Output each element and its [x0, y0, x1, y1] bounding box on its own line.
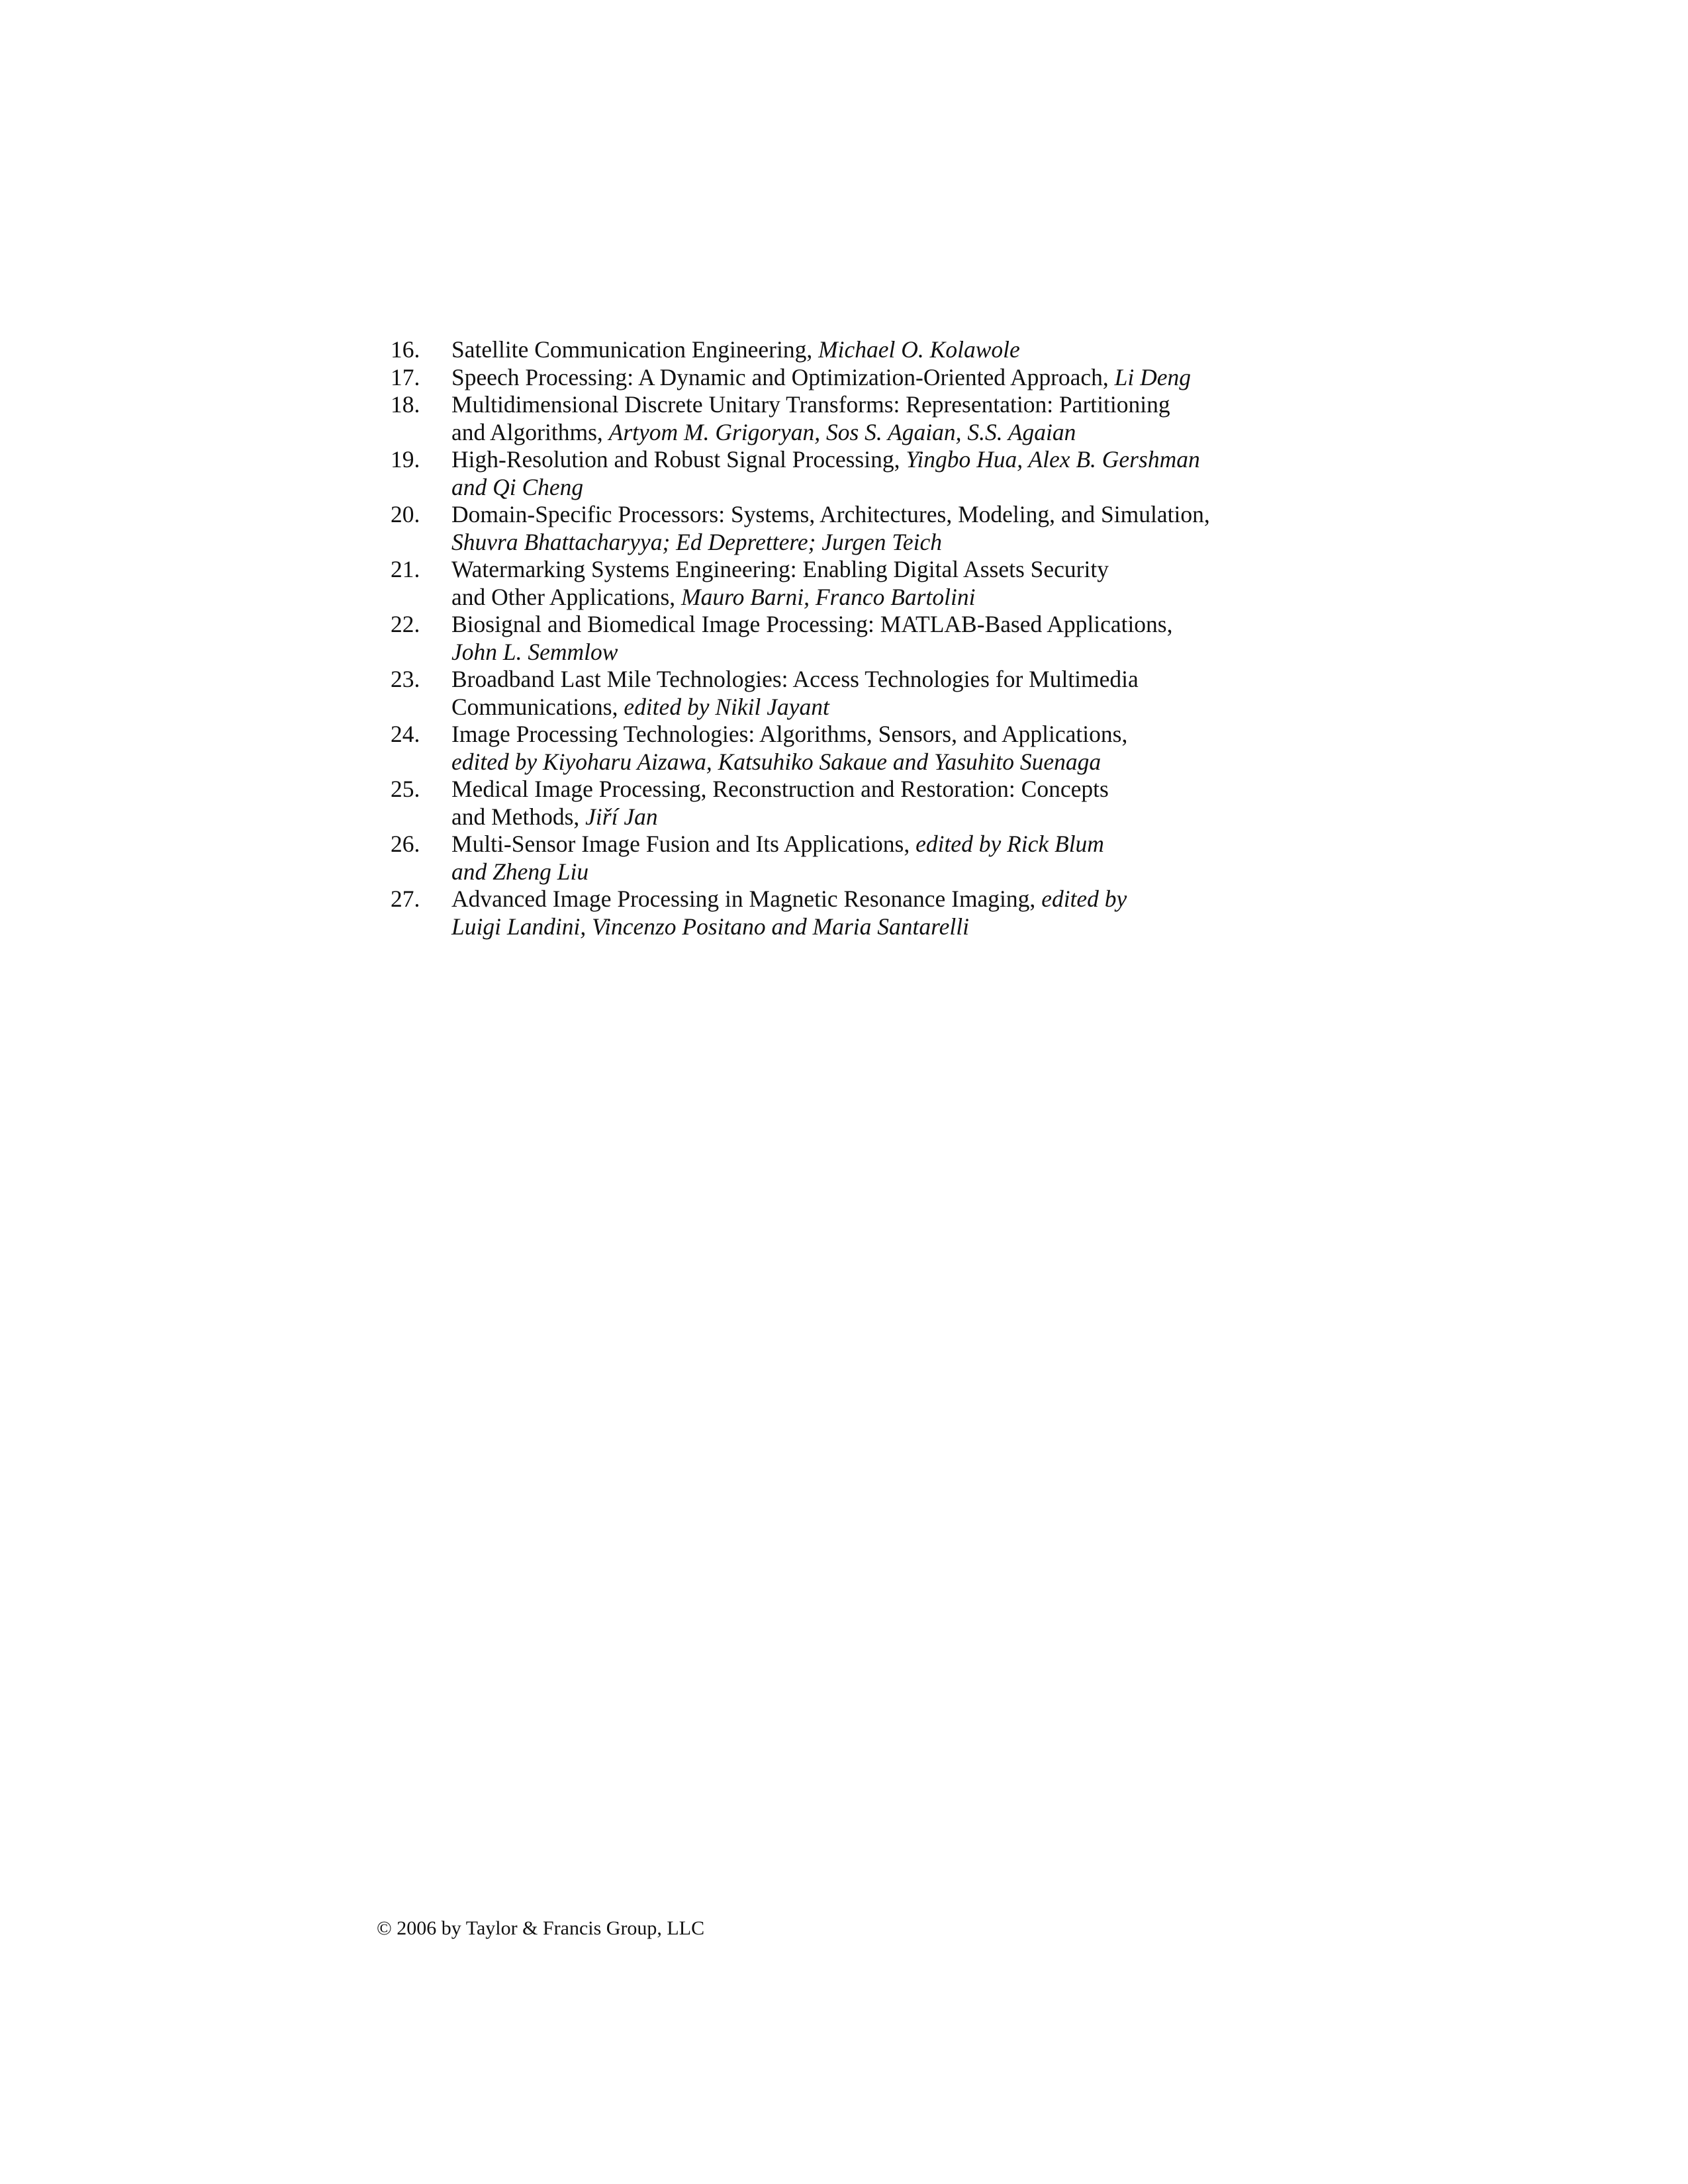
citation-line [451, 721, 1317, 749]
book-title: Medical Image Processing, Reconstruction and Restoration: Concepts [451, 776, 1109, 802]
citation-line [451, 666, 1317, 694]
author-names: Shuvra Bhattacharyya; Ed Deprettere; Jurgen Teich [451, 528, 943, 555]
citation-line [451, 858, 1317, 886]
author-names: John L. Semmlow [451, 638, 618, 665]
author-names: Artyom M. Grigoryan, Sos S. Agaian, S.S. Agaian [608, 418, 1076, 445]
entry-number: 22. [391, 611, 420, 637]
citation-line [451, 584, 1317, 612]
series-entry [391, 776, 1317, 831]
book-title: Multi-Sensor Image Fusion and Its Applications, [451, 831, 916, 857]
series-entry [391, 556, 1317, 611]
citation-line [451, 913, 1317, 941]
book-title: and Algorithms, [451, 418, 609, 445]
entry-number: 18. [391, 391, 420, 418]
entry-citation [451, 446, 1317, 501]
citation-line [451, 639, 1317, 666]
entry-citation [451, 501, 1317, 556]
author-names: Li Deng [1114, 363, 1192, 390]
book-title: Multidimensional Discrete Unitary Transforms: Representation: Partitioning [451, 391, 1170, 418]
entry-citation [451, 831, 1317, 886]
author-names: Mauro Barni, Franco Bartolini [681, 583, 976, 610]
entry-citation [451, 886, 1317, 940]
citation-line [451, 391, 1317, 419]
author-names: edited by Kiyoharu Aizawa, Katsuhiko Sakaue and Yasuhito Suenaga [451, 748, 1102, 775]
author-names: Jiří Jan [585, 803, 658, 830]
book-title: and Other Applications, [451, 583, 682, 610]
entry-number: 16. [391, 336, 420, 363]
series-entry [391, 611, 1317, 666]
series-entry [391, 501, 1317, 556]
citation-line [451, 749, 1317, 776]
citation-line [451, 419, 1317, 447]
entry-number: 27. [391, 886, 420, 912]
series-entry [391, 391, 1317, 446]
author-names: edited by Nikil Jayant [624, 693, 829, 720]
citation-line [451, 831, 1317, 858]
citation-line [451, 803, 1317, 831]
entry-citation [451, 391, 1317, 446]
series-entry [391, 886, 1317, 940]
citation-line [451, 446, 1317, 474]
book-title: High-Resolution and Robust Signal Processing, [451, 446, 906, 473]
book-title: Broadband Last Mile Technologies: Access Technologies for Multimedia [451, 666, 1139, 692]
book-title: Advanced Image Processing in Magnetic Resonance Imaging, [451, 886, 1042, 912]
entry-citation [451, 776, 1317, 831]
series-entry [391, 364, 1317, 392]
citation-line [451, 501, 1317, 529]
citation-line [451, 364, 1317, 392]
entry-citation [451, 666, 1317, 721]
book-title: and Methods, [451, 803, 586, 830]
author-names: Yingbo Hua, Alex B. Gershman [906, 446, 1200, 473]
book-title: Watermarking Systems Engineering: Enabling Digital Assets Security [451, 556, 1109, 582]
book-title: Biosignal and Biomedical Image Processing: MATLAB-Based Applications, [451, 611, 1173, 637]
series-entry [391, 831, 1317, 886]
citation-line [451, 474, 1317, 502]
entry-number: 17. [391, 363, 420, 390]
book-title: Domain-Specific Processors: Systems, Architectures, Modeling, and Simulation, [451, 501, 1210, 527]
author-names: and Qi Cheng [451, 473, 584, 500]
book-series-list [391, 336, 1317, 940]
entry-number: 19. [391, 446, 420, 473]
series-entry [391, 721, 1317, 776]
book-title: Image Processing Technologies: Algorithms, Sensors, and Applications, [451, 721, 1128, 747]
book-title: Communications, [451, 693, 624, 720]
entry-number: 20. [391, 501, 420, 527]
citation-line [451, 556, 1317, 584]
entry-citation [451, 556, 1317, 611]
entry-citation [451, 336, 1317, 364]
entry-number: 25. [391, 776, 420, 802]
author-names: edited by [1041, 886, 1127, 912]
citation-line [451, 694, 1317, 721]
entry-citation [451, 611, 1317, 666]
citation-line [451, 611, 1317, 639]
series-entry [391, 336, 1317, 364]
book-title: Satellite Communication Engineering, [451, 336, 819, 363]
entry-number: 23. [391, 666, 420, 692]
entry-citation [451, 721, 1317, 776]
series-entry [391, 666, 1317, 721]
author-names: and Zheng Liu [451, 858, 589, 885]
series-entry [391, 446, 1317, 501]
author-names: edited by Rick Blum [915, 831, 1104, 857]
author-names: Luigi Landini, Vincenzo Positano and Maria Santarelli [451, 913, 969, 940]
citation-line [451, 336, 1317, 364]
entry-number: 26. [391, 831, 420, 857]
entry-number: 21. [391, 556, 420, 582]
entry-citation [451, 364, 1317, 392]
citation-line [451, 776, 1317, 803]
entry-number: 24. [391, 721, 420, 747]
citation-line [451, 529, 1317, 557]
citation-line [451, 886, 1317, 913]
copyright-notice: © 2006 by Taylor & Francis Group, LLC [377, 1917, 705, 1939]
book-title: Speech Processing: A Dynamic and Optimization-Oriented Approach, [451, 363, 1115, 390]
author-names: Michael O. Kolawole [818, 336, 1020, 363]
